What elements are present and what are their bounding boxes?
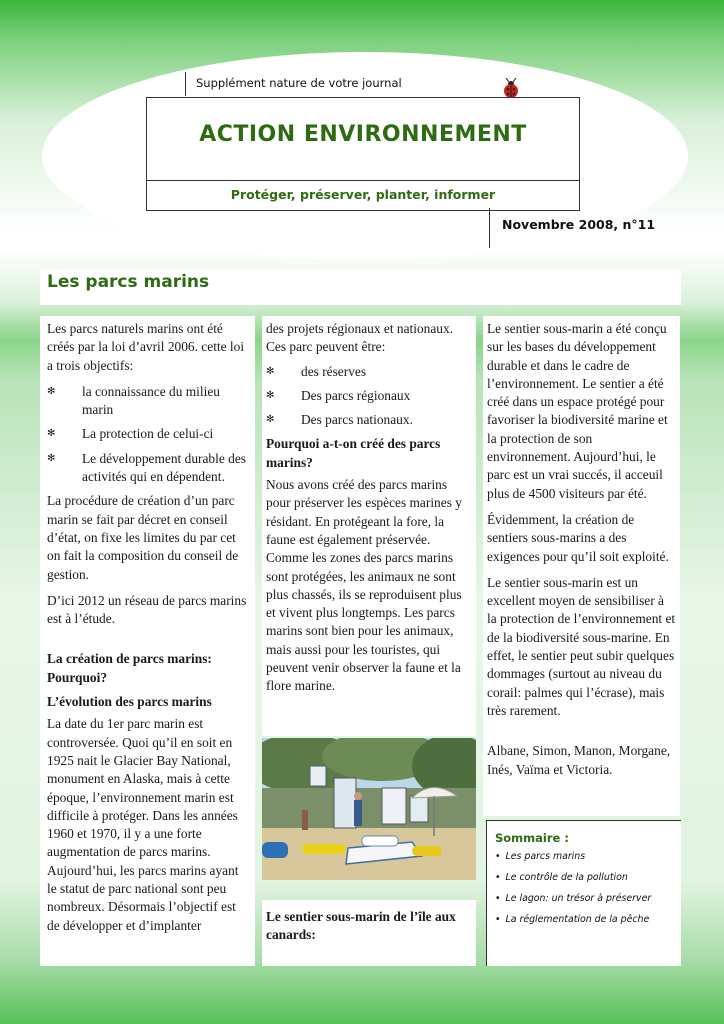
bullet-icon: ✻	[47, 385, 56, 397]
authors: Albane, Simon, Manon, Morgane, Inés, Vaïma et Victoria.	[487, 743, 671, 777]
col3-paragraph-2: Évidemment, la création de sentiers sous-marins a des exigences pour qu’il soit exploité.	[487, 511, 669, 564]
sommaire-list	[487, 851, 681, 925]
sommaire-item: • Le lagon: un trésor à préserver	[495, 893, 681, 904]
sommaire-title: Sommaire :	[495, 831, 569, 845]
bullet-icon: ✻	[47, 428, 56, 440]
col1-paragraph-2: La procédure de création d’un parc marin se fait par décret en conseil d’état, on fixe les limites du par cet on fait la composition du conseil de gestion.	[47, 493, 239, 582]
section-header	[40, 269, 681, 305]
col3-paragraph-3: Le sentier sous-marin est un excellent moyen de sensibiliser à la protection de l’environnement et de la biodiversité sous-marine. En effet, le sentier peut subir quelques dommages (surtout au niveau du corail: palmes qui l’écrase), mais très rarement.	[487, 574, 676, 718]
section-title: Les parcs marins	[47, 272, 210, 292]
list-item: ✻ des réserves	[266, 363, 470, 381]
sommaire-item: • Le contrôle de la pollution	[495, 872, 681, 883]
masthead-subtitle: Protéger, préserver, planter, informer	[147, 180, 579, 211]
bullet-icon: ✻	[266, 389, 275, 401]
heading-sentier: Le sentier sous-marin de l’île aux canards:	[266, 909, 456, 943]
bullet-icon: ✻	[47, 452, 56, 464]
col1-paragraph-3: D’ici 2012 un réseau de parcs marins est à l’étude.	[47, 592, 247, 627]
col1-paragraph-4: La date du 1er parc marin est controversée. Quoi qu’il en soit en 1925 nait le Glacier Bay National, monument en Alaska, mais à cette époque, l’environnement marin est difficile à protéger. Dans les années 1960 et 1970, il y a une forte augmentation de parcs marins. Aujourd’hui, les parcs marins ayant le statut de parc national sont peu nombreux. Désormais l’objectif est de développer et d’implanter	[47, 716, 239, 933]
list-item: ✻ Des parcs nationaux.	[266, 411, 470, 429]
list-item: ✻ La protection de celui-ci	[47, 425, 249, 443]
list-item: ✻ Le développement durable des activités qui en dépendent.	[47, 450, 246, 485]
supplement-label: Supplément nature de votre journal	[185, 72, 402, 96]
park-types-list	[266, 363, 470, 430]
col2-paragraph-2: Nous avons créé des parcs marins pour préserver les espèces marines y résidant. En protégeant la fore, la faune est également préservée. Comme les zones des parcs marins sont protégées, les animaux ne sont plus chassés, ils se reproduisent plus et vivent plus longtemps. Les parcs marins sont bien pour les animaux, mais aussi pour les touristes, qui peuvent venir observer la faune et la flore marine.	[266, 477, 462, 694]
bullet-icon: ✻	[266, 414, 275, 426]
bullet-icon: ✻	[266, 365, 275, 377]
heading-evolution: L’évolution des parcs marins	[47, 694, 212, 710]
column-2	[262, 316, 476, 736]
masthead-title: ACTION ENVIRONNEMENT	[199, 122, 527, 147]
column-1	[40, 316, 255, 966]
beach-photo	[262, 738, 476, 880]
list-item: ✻ la connaissance du milieu marin	[47, 383, 220, 418]
sommaire-box	[486, 820, 681, 966]
col3-paragraph-1: Le sentier sous-marin a été conçu sur les bases du développement durable et dans le cadre de l’environnement. Le sentier a été créé dans un espace protégé pour favoriser la biodiversité marine et la protection de son environnement. Aujourd’hui, le parc est un vrai succés, il acceuil plus de 4500 visiteurs par été.	[487, 321, 668, 501]
column-2-bottom	[262, 900, 476, 966]
objectives-list	[47, 383, 249, 486]
sommaire-item: • La réglementation de la pêche	[495, 914, 681, 925]
heading-creation-pourquoi: La création de parcs marins: Pourquoi?	[47, 651, 212, 685]
list-item: ✻ Des parcs régionaux	[266, 387, 470, 405]
sommaire-item: • Les parcs marins	[495, 851, 681, 862]
col1-intro: Les parcs naturels marins ont été créés par la loi d’avril 2006. cette loi a trois objectifs:	[47, 321, 245, 373]
heading-pourquoi: Pourquoi a-t-on créé des parcs marins?	[266, 436, 441, 470]
col2-paragraph-1: des projets régionaux et nationaux. Ces parc peuvent être:	[266, 321, 454, 355]
issue-date: Novembre 2008, n°11	[489, 208, 655, 248]
masthead-box	[146, 97, 580, 211]
column-3	[483, 316, 680, 816]
